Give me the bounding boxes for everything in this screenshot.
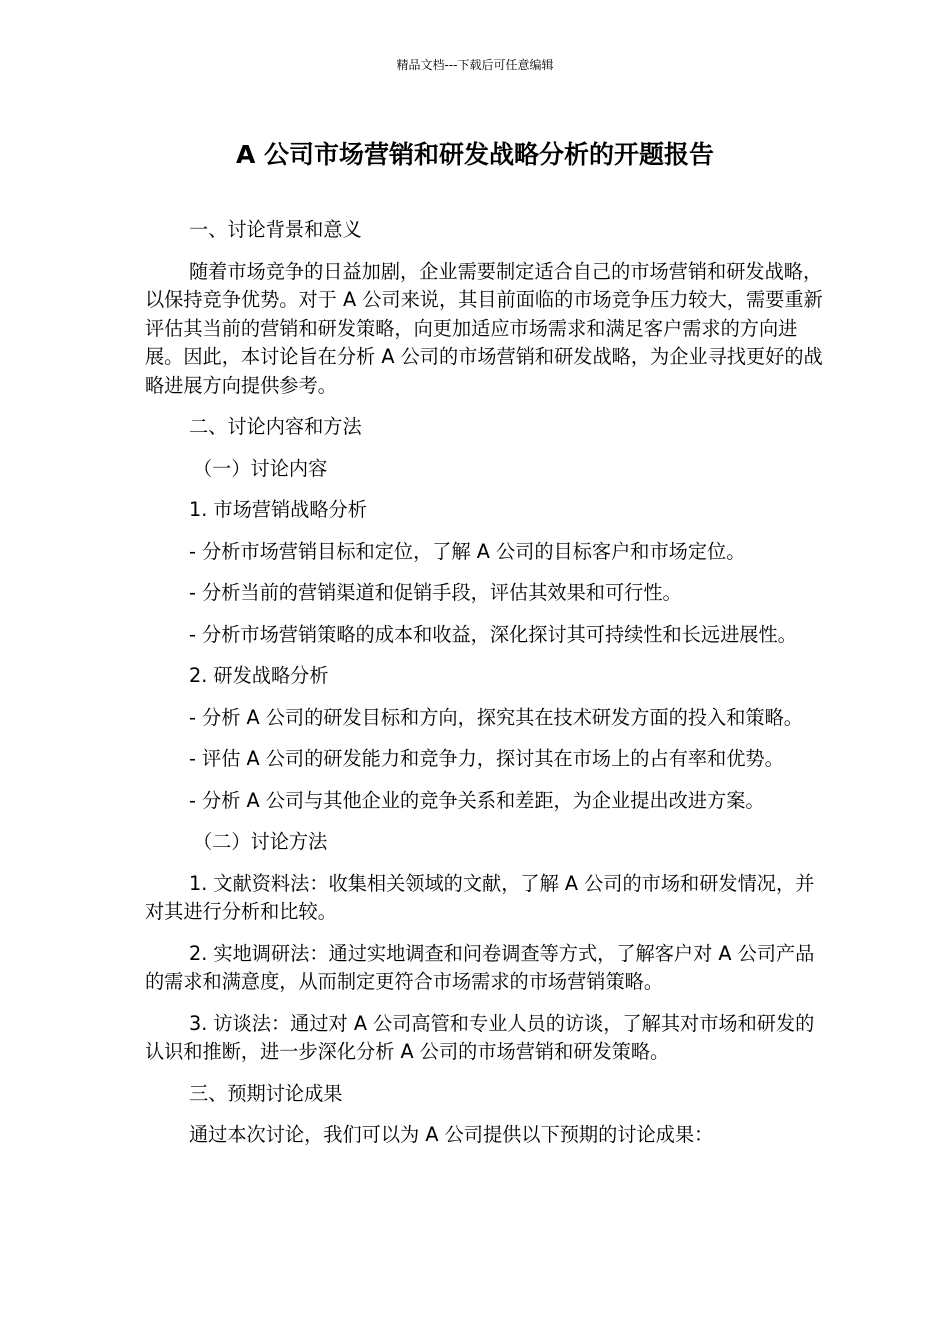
method-item: 1. 文献资料法：收集相关领域的文献，了解 A 公司的市场和研发情况，并对其进行分析和比较。 (145, 871, 815, 923)
list-item: - 分析市场营销目标和定位，了解 A 公司的目标客户和市场定位。 (189, 539, 746, 563)
list-item: - 评估 A 公司的研发能力和竞争力，探讨其在市场上的占有率和优势。 (189, 747, 784, 770)
list-item: - 分析市场营销策略的成本和收益，深化探讨其可持续性和长远进展性。 (189, 622, 797, 646)
list-item: - 分析 A 公司与其他企业的竞争关系和差距，为企业提出改进方案。 (189, 788, 765, 812)
list-heading-marketing: 1. 市场营销战略分析 (189, 498, 367, 521)
section-heading-background: 一、讨论背景和意义 (189, 218, 362, 241)
list-heading-rnd: 2. 研发战略分析 (189, 664, 329, 687)
method-item: 2. 实地调研法：通过实地调查和问卷调查等方式，了解客户对 A 公司产品的需求和满意度，从而制定更符合市场需求的市场营销策略。 (145, 941, 815, 993)
subsection-heading-content: （一）讨论内容 (193, 456, 328, 480)
document-title: A 公司市场营销和研发战略分析的开题报告 (235, 140, 715, 169)
list-item: - 分析当前的营销渠道和促销手段，评估其效果和可行性。 (189, 581, 682, 604)
section-heading-content-method: 二、讨论内容和方法 (189, 415, 362, 438)
header-note: 精品文档---下载后可任意编辑 (396, 58, 554, 72)
section-heading-results: 三、预期讨论成果 (189, 1081, 343, 1105)
list-item: - 分析 A 公司的研发目标和方向，探究其在技术研发方面的投入和策略。 (189, 705, 803, 729)
method-item: 3. 访谈法：通过对 A 公司高管和专业人员的访谈，了解其对市场和研发的认识和推断，进一步深化分析 A 公司的市场营销和研发策略。 (145, 1011, 815, 1063)
paragraph-results-intro: 通过本次讨论，我们可以为 A 公司提供以下预期的讨论成果： (189, 1123, 714, 1146)
subsection-heading-method: （二）讨论方法 (193, 830, 328, 853)
document-body (145, 216, 825, 1163)
paragraph-background: 随着市场竞争的日益加剧，企业需要制定适合自己的市场营销和研发战略，以保持竞争优势。对于 A 公司来说，其目前面临的市场竞争压力较大，需要重新评估其当前的营销和研发策略，向更加适应市场需求和满足客户需求的方向进展。因此，本讨论旨在分析 A 公司的市场营销和研发战略，为企业寻找更好的战略进展方向提供参考。 (145, 259, 823, 397)
